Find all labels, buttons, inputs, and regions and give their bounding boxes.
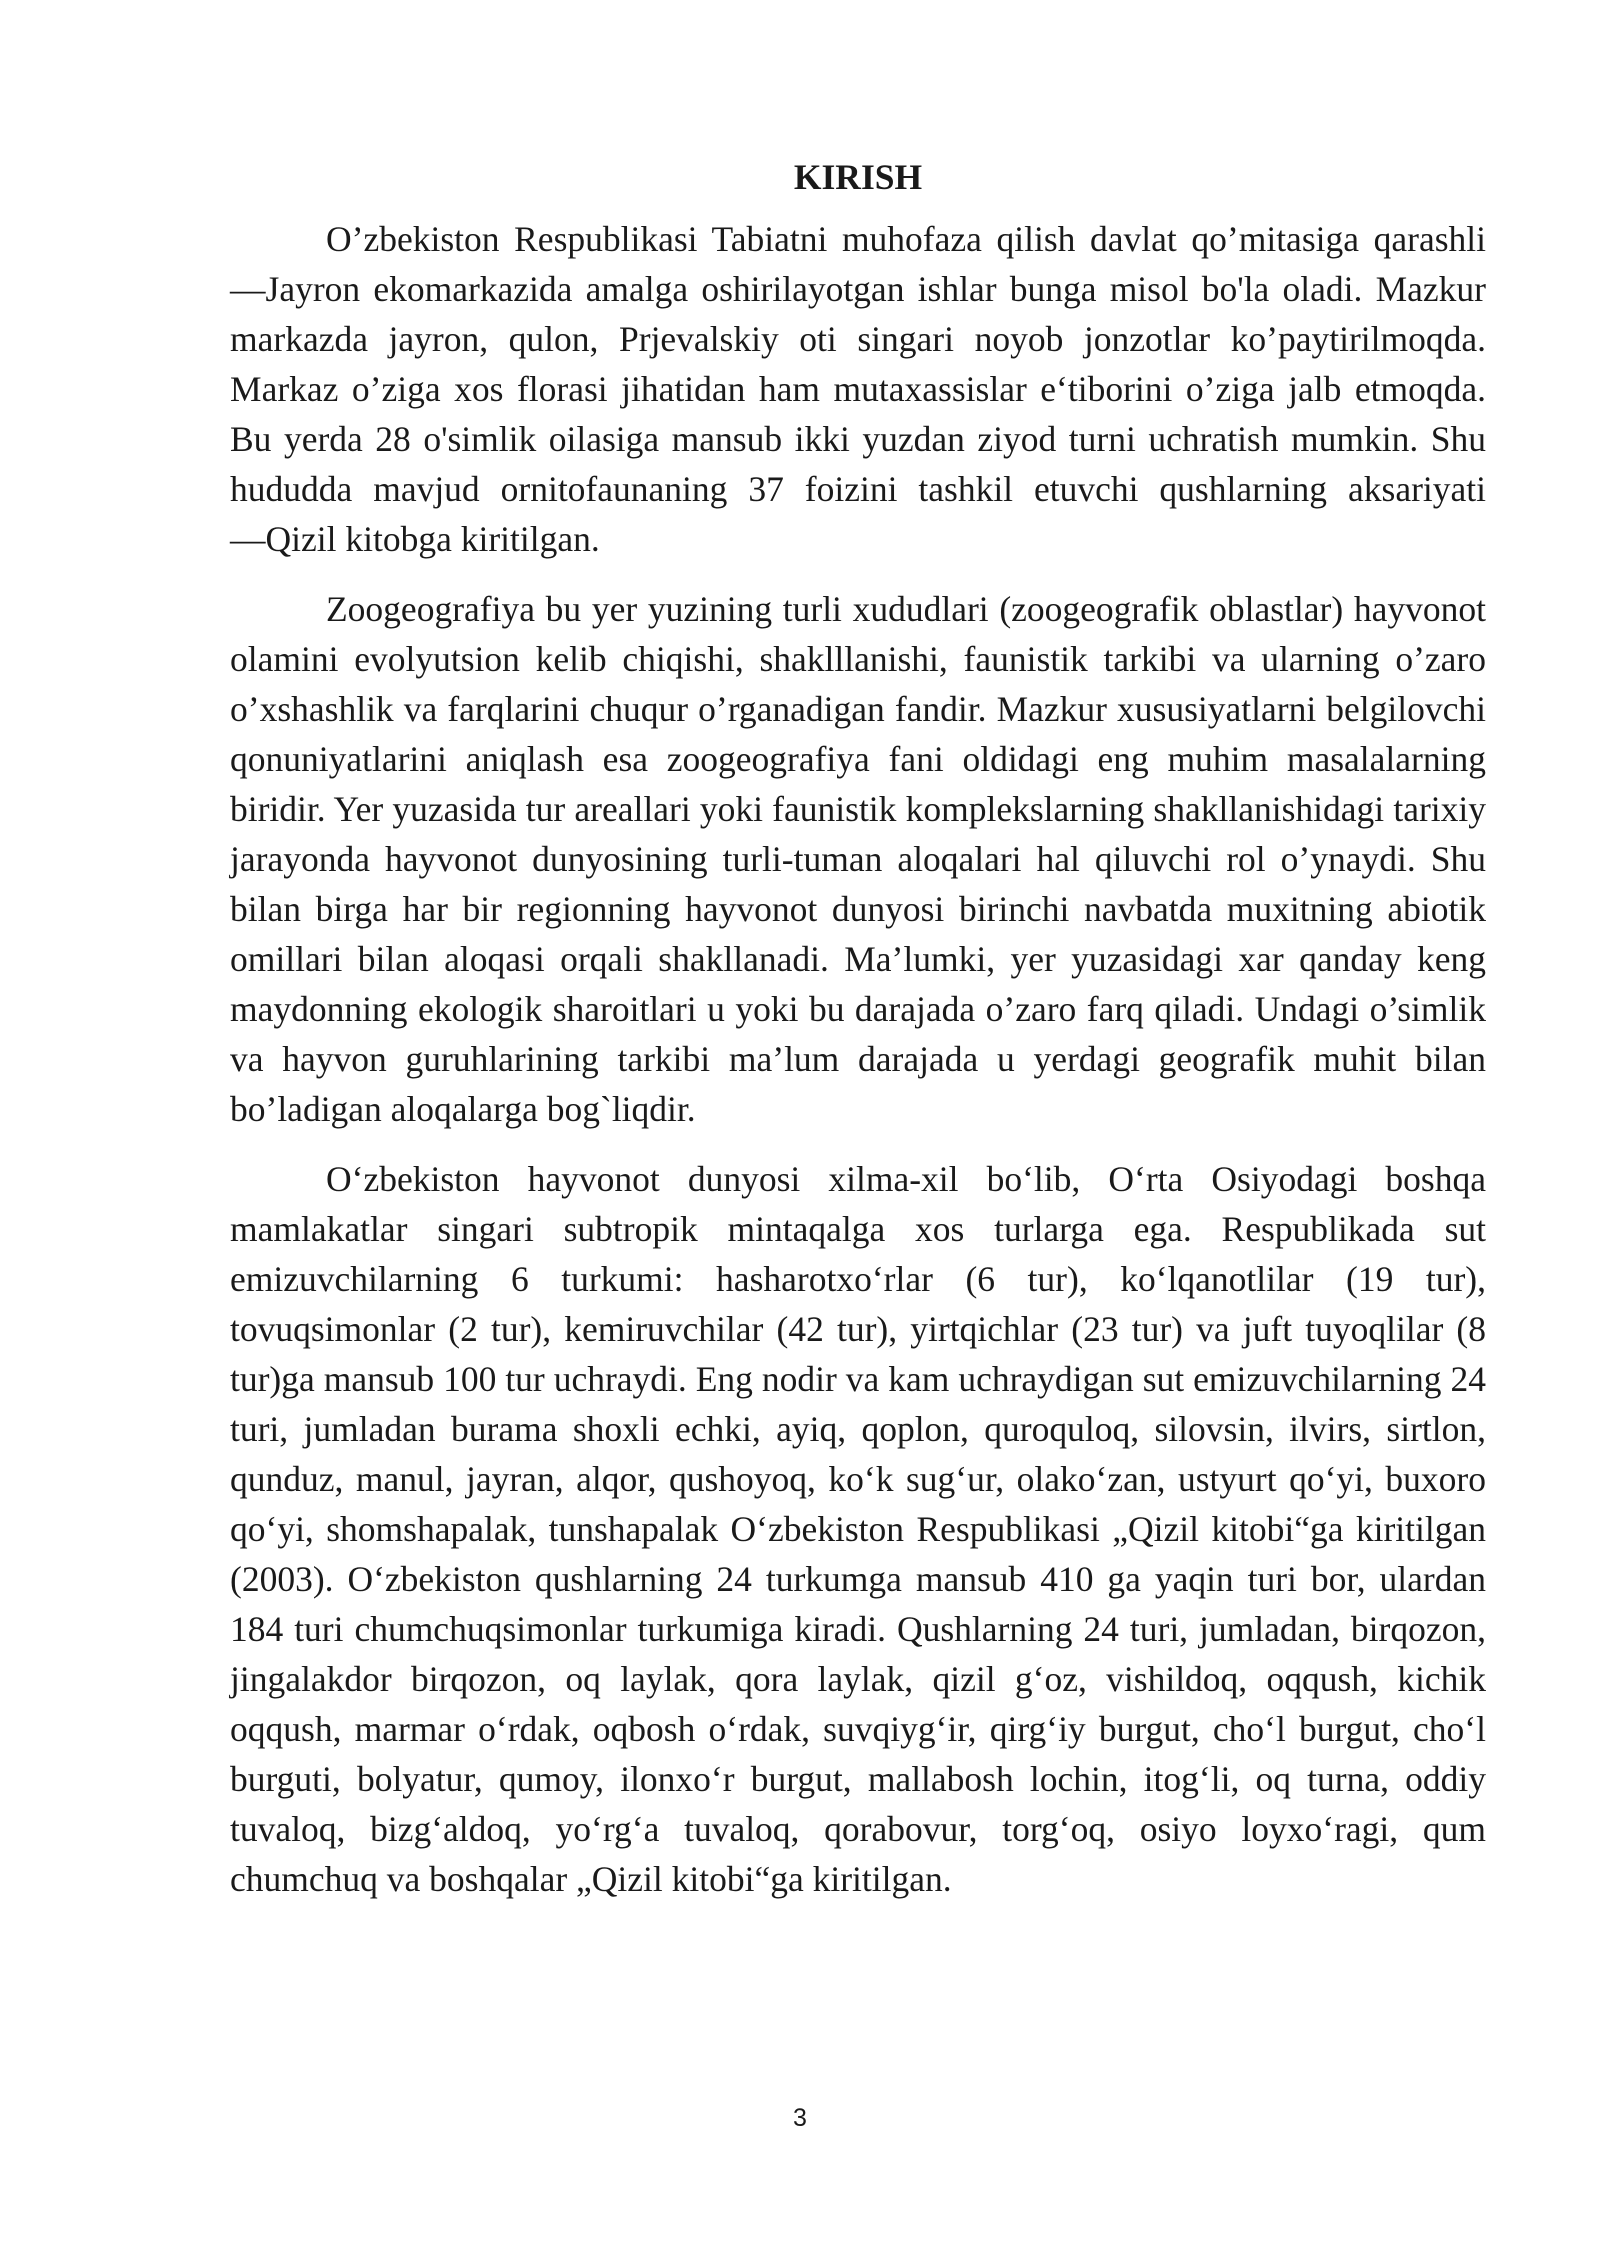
paragraph-3: O‘zbekiston hayvonot dunyosi xilma-xil bo‘lib, O‘rta Osiyodagi boshqa mamlakatlar singari subtropik mintaqalga xos turlarga ega. Respublikada sut emizuvchilarning 6 turkumi: hasharotxo‘rlar (6 tur), ko‘lqanotlilar (19 tur), tovuqsimonlar (2 tur), kemiruvchilar (42 tur), yirtqichlar (23 tur) va juft tuyoqlilar (8 tur)ga mansub 100 tur uchraydi. Eng nodir va kam uchraydigan sut emizuvchilarning 24 turi, jumladan burama shoxli echki, ayiq, qoplon, quroquloq, silovsin, ilvirs, sirtlon, qunduz, manul, jayran, alqor, qushoyoq, ko‘k sug‘ur, olako‘zan, ustyurt qo‘yi, buxoro qo‘yi, shomshapalak, tunshapalak O‘zbekiston Respublikasi „Qizil kitobi“ga kiritilgan (2003). O‘zbekiston qushlarning 24 turkumga mansub 410 ga yaqin turi bor, ulardan 184 turi chumchuqsimonlar turkumiga kiradi. Qushlarning 24 turi, jumladan, birqozon, jingalakdor birqozon, oq laylak, qora laylak, qizil g‘oz, vishildoq, oqqush, kichik oqqush, marmar o‘rdak, oqbosh o‘rdak, suvqiyg‘ir, qirg‘iy burgut, cho‘l burgut, cho‘l burguti, bolyatur, qumoy, ilonxo‘r burgut, mallabosh lochin, itog‘li, oq turna, oddiy tuvaloq, bizg‘aldoq, yo‘rg‘a tuvaloq, qorabovur, torg‘oq, osiyo loyxo‘ragi, qum chumchuq va boshqalar „Qizil kitobi“ga kiritilgan. (230, 1159, 1486, 1899)
section-title: KIRISH (793, 157, 923, 197)
document-body (230, 150, 1486, 1924)
page-number: 3 (793, 2104, 807, 2132)
paragraph-2: Zoogeografiya bu yer yuzining turli xududlari (zoogeografik oblastlar) hayvonot olamini evolyutsion kelib chiqishi, shaklllanishi, faunistik tarkibi va ularning o’zaro o’xshashlik va farqlarini chuqur o’rganadigan fandir. Mazkur xususiyatlarni belgilovchi qonuniyatlarini aniqlash esa zoogeografiya fani oldidagi eng muhim masalalarning biridir. Yer yuzasida tur areallari yoki faunistik komplekslarning shakllanishidagi tarixiy jarayonda hayvonot dunyosining turli-tuman aloqalari hal qiluvchi rol o’ynaydi. Shu bilan birga har bir regionning hayvonot dunyosi birinchi navbatda muxitning abiotik omillari bilan aloqasi orqali shakllanadi. Ma’lumki, yer yuzasidagi xar qanday keng maydonning ekologik sharoitlari u yoki bu darajada o’zaro farq qiladi. Undagi o’simlik va hayvon guruhlarining tarkibi ma’lum darajada u yerdagi geografik muhit bilan bo’ladigan aloqalarga bog`liqdir. (230, 589, 1486, 1129)
paragraph-1: O’zbekiston Respublikasi Tabiatni muhofaza qilish davlat qo’mitasiga qarashli ―Jayron ekomarkazida amalga oshirilayotgan ishlar bunga misol bo'la oladi. Mazkur markazda jayron, qulon, Prjevalskiy oti singari noyob jonzotlar ko’paytirilmoqda. Markaz o’ziga xos florasi jihatidan ham mutaxassislar e‘tiborini o’ziga jalb etmoqda. Bu yerda 28 o'simlik oilasiga mansub ikki yuzdan ziyod turni uchratish mumkin. Shu hududda mavjud ornitofaunaning 37 foizini tashkil etuvchi qushlarning aksariyati ―Qizil kitobga kiritilgan. (230, 219, 1486, 559)
